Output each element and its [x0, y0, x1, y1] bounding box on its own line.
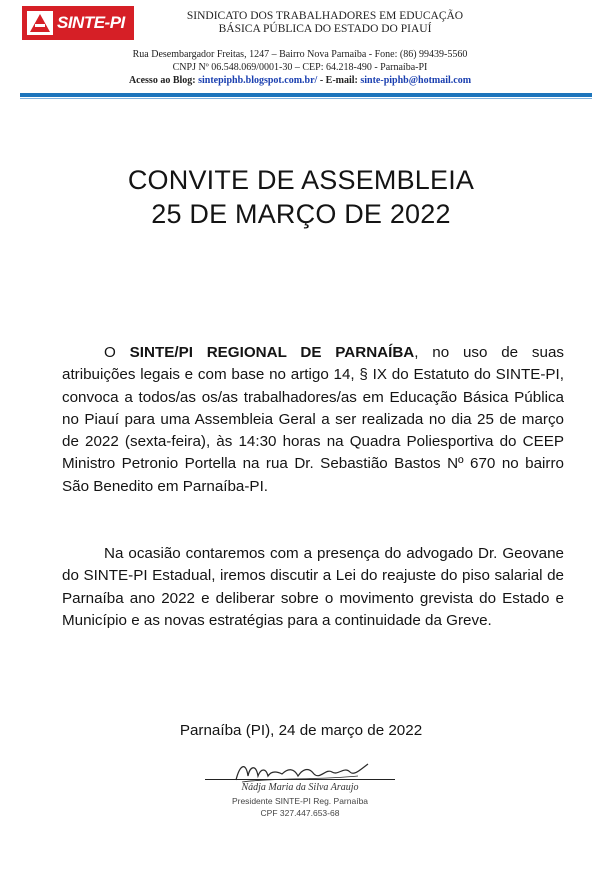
organization-name	[150, 10, 500, 36]
org-line-1: SINDICATO DOS TRABALHADORES EM EDUCAÇÃO	[186, 10, 464, 22]
regional-name: SINTE/PI REGIONAL DE PARNAÍBA	[129, 344, 415, 361]
document-title: CONVITE DE ASSEMBLEIA	[127, 165, 475, 195]
paragraph-start: O	[104, 344, 116, 361]
logo-text: SINTE-PI	[57, 13, 125, 32]
paragraph-2-text: Na ocasião contaremos com a presença do advogado Dr. Geovane do SINTE-PI Estadual, iremos discutir a Lei do reajuste do piso salarial de Parnaíba ano 2022 e deliberar sobre o movimento grevista do Estado e Município e as novas estratégias para a continuidade da Greve.	[62, 545, 564, 629]
place-and-date: Parnaíba (PI), 24 de março de 2022	[179, 722, 423, 739]
blog-link[interactable]: sintepiphb.blogspot.com.br/	[198, 75, 318, 86]
union-emblem-icon	[26, 8, 54, 38]
paragraph-agenda	[62, 543, 564, 632]
email-label: - E-mail:	[319, 75, 358, 86]
header-divider	[20, 93, 592, 97]
paragraph-1-text: , no uso de suas atribuições legais e com base no artigo 14, § IX do Estatuto do SINTE-PI, convoca a todos/as os/as trabalhadores/as em Educação Básica Pública no Piauí para uma Assembleia Geral a ser realizada no dia 25 de março de 2022 (sexta-feira), às 14:30 horas na Quadra Poliesportiva do CEEP Ministro Petronio Portella na rua Dr. Sebastião Bastos Nº 670 no bairro São Benedito em Parnaíba-PI.	[62, 344, 564, 495]
blog-label: Acesso ao Blog:	[128, 75, 196, 86]
signatory-cpf: CPF 327.447.653-68	[260, 808, 340, 818]
sinte-pi-logo	[22, 6, 134, 40]
address-line: Rua Desembargador Freitas, 1247 – Bairro Nova Parnaíba - Fone: (86) 99439-5560	[132, 49, 468, 60]
document-date-title: 25 DE MARÇO DE 2022	[151, 199, 451, 229]
email-link[interactable]: sinte-piphb@hotmail.com	[360, 75, 472, 86]
paragraph-convocation	[62, 342, 564, 498]
cnpj-line: CNPJ Nº 06.548.069/0001-30 – CEP: 64.218-490 - Parnaíba-PI	[172, 62, 428, 73]
signature-line	[205, 779, 395, 780]
header-divider-thin	[20, 98, 592, 99]
org-line-2: BÁSICA PÚBLICA DO ESTADO DO PIAUÍ	[218, 23, 432, 35]
signatory-role: Presidente SINTE-PI Reg. Parnaíba	[231, 796, 369, 806]
signatory-name: Nádja Maria da Silva Araujo	[241, 782, 359, 793]
contact-line	[60, 75, 540, 87]
